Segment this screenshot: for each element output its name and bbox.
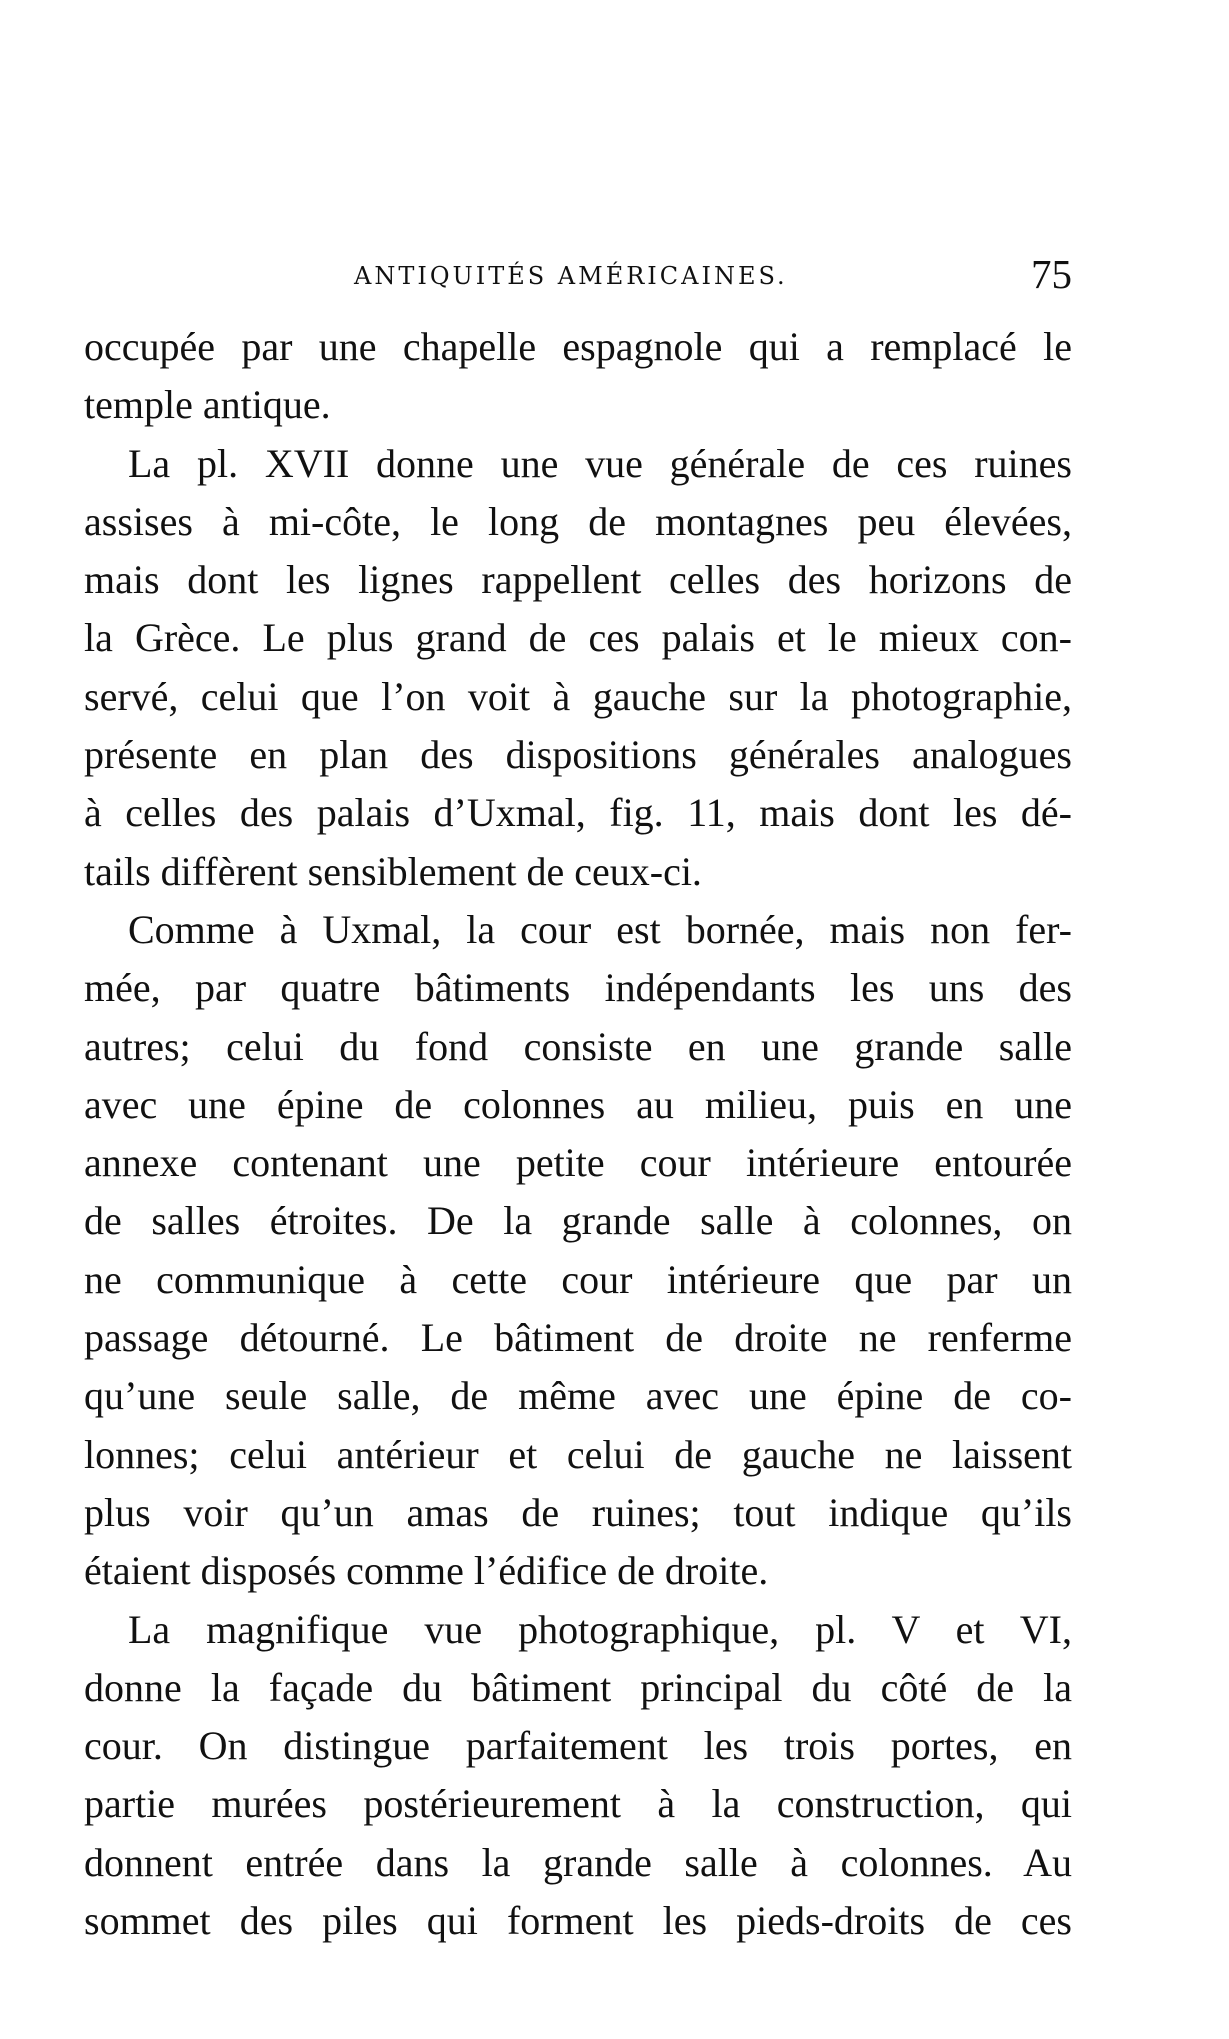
paragraph — [84, 901, 1072, 1601]
text-line: cour. On distingue parfaitement les trois portes, en — [84, 1723, 1072, 1769]
text-line: servé, celui que l’on voit à gauche sur la photographie, — [84, 673, 1072, 719]
text-line: autres; celui du fond consiste en une grande salle — [84, 1023, 1072, 1069]
text-line: lonnes; celui antérieur et celui de gauche ne laissent — [84, 1431, 1072, 1477]
text-line: mée, par quatre bâtiments indépendants les uns des — [84, 965, 1072, 1011]
text-line: plus voir qu’un amas de ruines; tout indique qu’ils — [84, 1489, 1072, 1535]
running-header — [84, 250, 1072, 300]
text-line: mais dont les lignes rappellent celles des horizons de — [84, 557, 1072, 603]
text-line: la Grèce. Le plus grand de ces palais et le mieux con- — [84, 615, 1072, 661]
body-text — [84, 318, 1072, 1950]
text-line: avec une épine de colonnes au milieu, puis en une — [84, 1081, 1072, 1127]
running-title: ANTIQUITÉS AMÉRICAINES. — [354, 262, 788, 290]
text-line: Comme à Uxmal, la cour est bornée, mais non fer- — [128, 906, 1072, 952]
text-line: assises à mi-côte, le long de montagnes peu élevées, — [84, 498, 1072, 544]
page-number: 75 — [1031, 251, 1072, 297]
text-line: donnent entrée dans la grande salle à colonnes. Au — [84, 1839, 1072, 1885]
paragraph — [84, 318, 1072, 435]
paragraph — [84, 435, 1072, 901]
text-line: étaient disposés comme l’édifice de droite. — [84, 1548, 769, 1594]
text-line: présente en plan des dispositions générales analogues — [84, 732, 1072, 778]
text-line: ne communique à cette cour intérieure que par un — [84, 1256, 1072, 1302]
paragraph — [84, 1601, 1072, 1951]
text-line: à celles des palais d’Uxmal, fig. 11, mais dont les dé- — [84, 790, 1072, 836]
text-line: occupée par une chapelle espagnole qui a remplacé le — [84, 324, 1072, 369]
text-line: qu’une seule salle, de même avec une épine de co- — [84, 1373, 1072, 1419]
text-line: La pl. XVII donne une vue générale de ces ruines — [128, 440, 1072, 486]
text-line: annexe contenant une petite cour intérieure entourée — [84, 1140, 1072, 1186]
text-line: passage détourné. Le bâtiment de droite ne renferme — [84, 1315, 1072, 1361]
text-line: tails diffèrent sensiblement de ceux-ci. — [84, 848, 702, 894]
text-line: de salles étroites. De la grande salle à colonnes, on — [84, 1198, 1072, 1244]
text-line: temple antique. — [84, 382, 331, 428]
text-line: donne la façade du bâtiment principal du côté de la — [84, 1664, 1072, 1710]
text-line: La magnifique vue photographique, pl. V et VI, — [128, 1606, 1072, 1652]
text-line: partie murées postérieurement à la construction, qui — [84, 1781, 1072, 1827]
text-line: sommet des piles qui forment les pieds-droits de ces — [84, 1898, 1072, 1944]
